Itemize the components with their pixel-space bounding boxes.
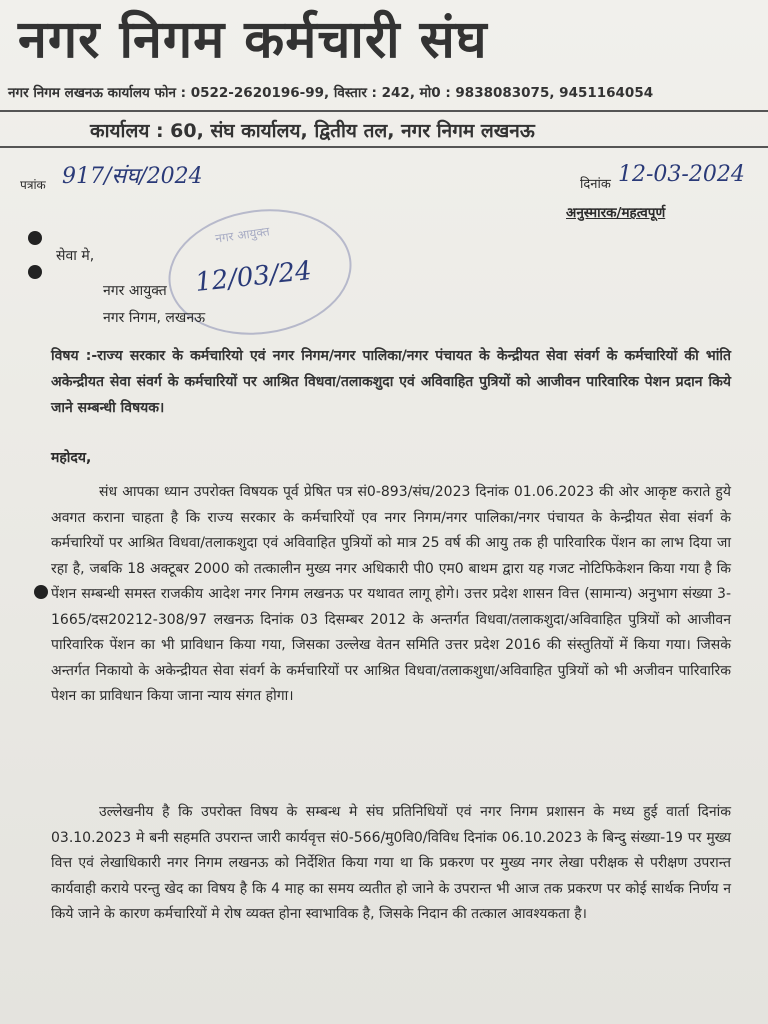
header-rule-top (0, 110, 768, 112)
punch-hole-icon (28, 231, 42, 245)
stamp-text: नगर आयुक्त (214, 224, 271, 246)
body-paragraph-2: उल्लेखनीय है कि उपरोक्त विषय के सम्बन्ध मे संघ प्रतिनिधियों एवं नगर निगम प्रशासन के मध्य हुई वार्ता दिनांक 03.10.2023 मे बनी सहमति उपरान्त जारी कार्यवृत्त सं0-566/मु0वि0/विविध दिनांक 06.10.2023 के बिन्दु संख्या-19 पर मुख्य वित्त एवं लेखाधिकारी नगर निगम लखनऊ को निर्देशित किया गया था कि प्रकरण पर मुख्य नगर लेखा परीक्षक से परीक्षण उपरान्त कार्यवाही कराये परन्तु खेद का विषय है कि 4 माह का समय व्यतीत हो जाने के उपरान्त भी आज तक प्रकरण पर कोई सार्थक निर्णय न किये जाने के कारण कर्मचारियों मे रोष व्यक्त होना स्वाभाविक है, जिसके निदान की तत्काल आवश्यकता है। (51, 804, 731, 922)
patrank-value: 917/संघ/2024 (62, 164, 203, 189)
contact-details: नगर निगम लखनऊ कार्यालय फोन : 0522-2620196-99, विस्तार : 242, मो0 : 9838083075, 9451164054 (8, 85, 654, 101)
reminder-label: अनुस्मारक/महत्वपूर्ण (566, 205, 666, 221)
greeting: महोदय, (51, 450, 92, 466)
addressee-line-2: नगर निगम, लखनऊ (103, 310, 206, 326)
punch-hole-icon (34, 585, 48, 599)
header-rule-bottom (0, 146, 768, 148)
subject-text: विषय :-राज्य सरकार के कर्मचारियो एवं नगर निगम/नगर पालिका/नगर पंचायत के केन्द्रीयत सेवा संवर्ग के कर्मचारियों की भांति अकेन्द्रीयत सेवा संवर्ग के कर्मचारियों पर आश्रित विधवा/तलाकशुदा एवं अविवाहित पुत्रियों को आजीवन पारिवारिक पेशन प्रदान किये जाने सम्बन्धी विषयक। (51, 348, 731, 416)
body-paragraph-1: संध आपका ध्यान उपरोक्त विषयक पूर्व प्रेषित पत्र सं0-893/संघ/2023 दिनांक 01.06.2023 की ओर आकृष्ट कराते हुये अवगत कराना चाहता है कि राज्य सरकार के कर्मचारियों एव नगर निगम/नगर पालिका/नगर पंचायत के केन्द्रीयत सेवा संवर्ग के कर्मचारियों पर आश्रित विधवा/तलाकशुदा एवं अविवाहित पुत्रियों को मात्र 25 वर्ष की आयु तक ही पारिवारिक पेंशन का लाभ दिया जा रहा है, जबकि 18 अक्टूबर 2000 को तत्कालीन मुख्य नगर अधिकारी पी0 एम0 बाथम द्वारा यह गजट नोटिफिकेशन किया गया है कि पेंशन सम्बन्धी समस्त राजकीय आदेश नगर निगम लखनऊ पर यथावत लागू होगे। उत्तर प्रदेश शासन वित्त (सामान्य) अनुभाग संख्या 3-1665/दस20212-308/97 लखनऊ दिनांक 03 दिसम्बर 2012 के अन्तर्गत विधवा/तलाकशुदा/अविवाहित पुत्रियों को आजीवन पारिवारिक पेंशन का भी प्राविधान किया गया, जिसका उल्लेख वेतन समिति उत्तर प्रदेश 2016 की संस्तुतियों में किया गया। जिसके अन्तर्गत निकायो के अकेन्द्रीयत सेवा संवर्ग के कर्मचारियों पर आश्रित विधवा/तलाकशुधा/अविवाहित पुत्रियों को भी अजीवन पारिवारिक पेशन का प्राविधान किया जाना न्याय संगत होगा। (51, 484, 731, 704)
punch-hole-icon (28, 265, 42, 279)
office-address: कार्यालय : 60, संघ कार्यालय, द्वितीय तल, नगर निगम लखनऊ (90, 120, 535, 142)
org-name-heading: नगर निगम कर्मचारी संघ (18, 10, 488, 70)
addressee-to: सेवा मे, (56, 248, 95, 264)
patrank-label: पत्रांक (20, 178, 46, 192)
handwritten-receipt-date: 12/03/24 (193, 255, 314, 299)
dinank-label: दिनांक (580, 177, 611, 192)
dinank-value: 12-03-2024 (618, 162, 745, 187)
addressee-line-1: नगर आयुक्त (103, 283, 167, 299)
